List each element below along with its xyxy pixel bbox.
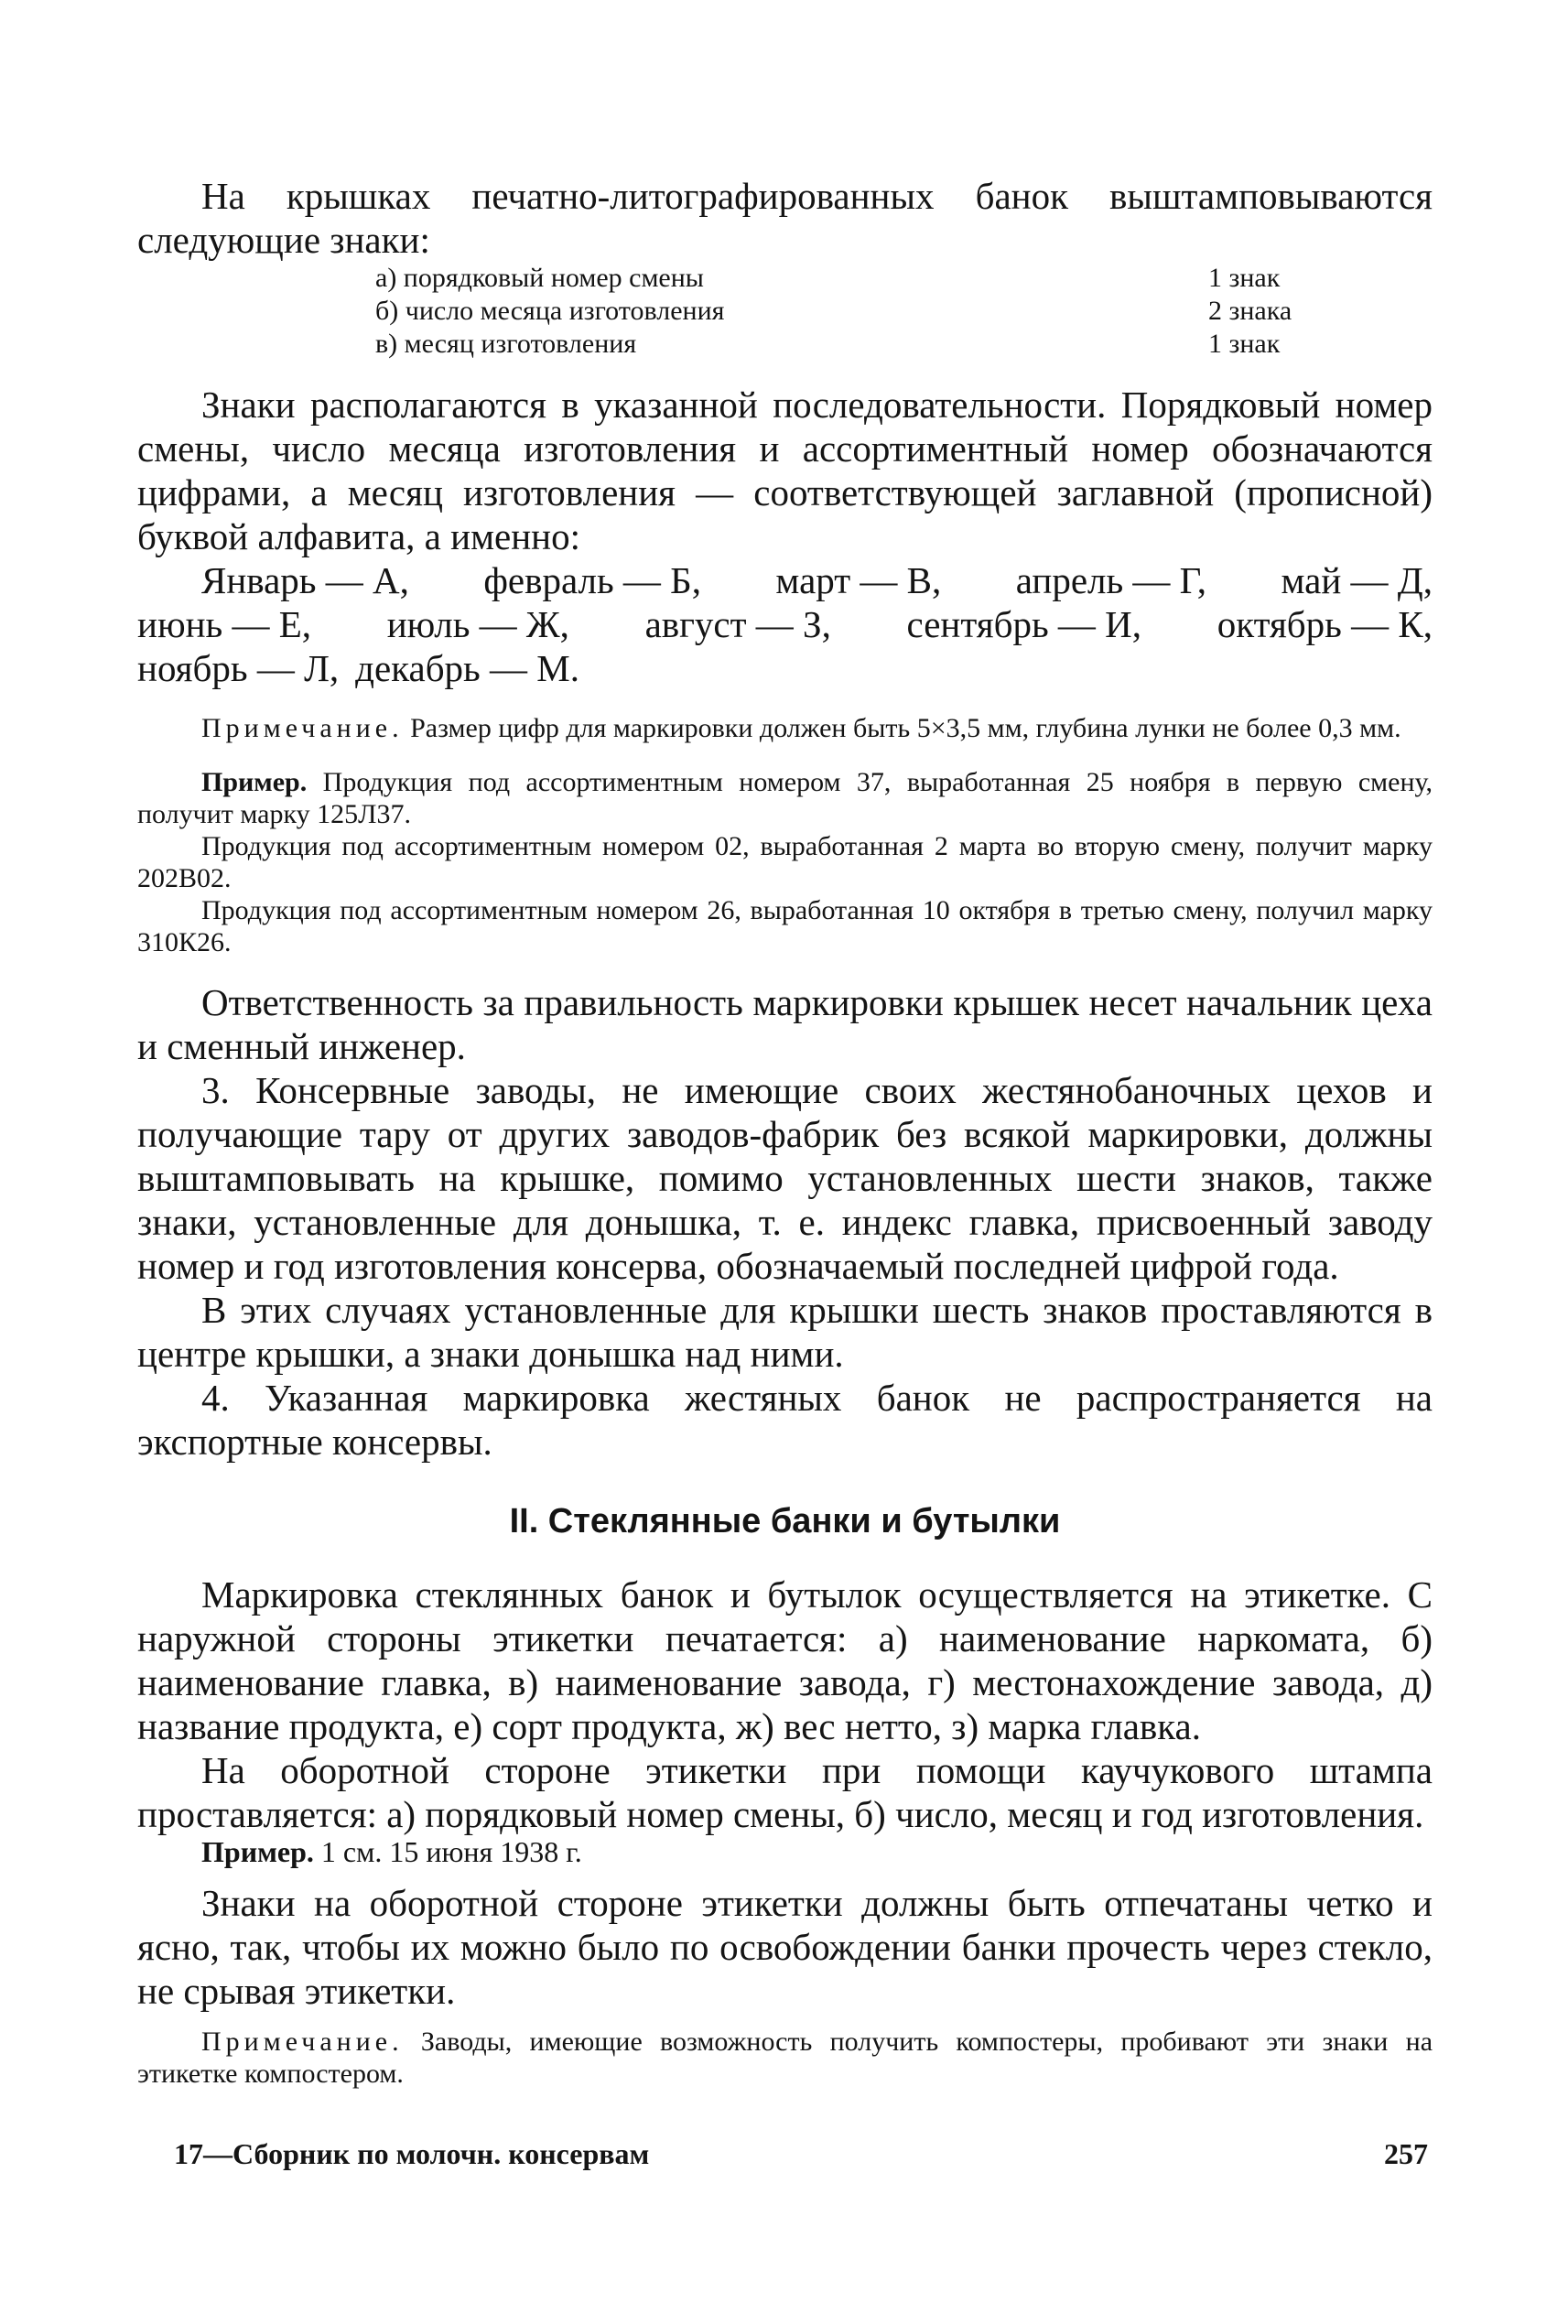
month-item: август — З,	[644, 603, 831, 645]
months-row	[137, 646, 1433, 690]
months-row	[137, 558, 1433, 602]
note-label: Примечание.	[201, 2027, 404, 2057]
month-item: март — В,	[775, 559, 942, 601]
glass-paragraph: Маркировка стеклянных банок и бутылок осуществляется на этикетке. С наружной стороны этикетки печатается: а) наименование наркомата, б) наименование главка, в) наименование завода, г) местонахождение завода, д) название продукта, е) сорт продукта, ж) вес нетто, з) марка главка.	[137, 1573, 1433, 1747]
month-item: сентябрь — И,	[906, 603, 1142, 645]
signature-mark: 17—Сборник по молочн. консервам	[174, 2137, 650, 2170]
responsibility-paragraph: Ответственность за правильность маркировки крышек несет начальник цеха и сменный инженер.	[137, 981, 1433, 1067]
list-item	[375, 262, 1336, 295]
intro-paragraph: На крышках печатно-литографированных банок выштамповываются следующие знаки:	[137, 175, 1433, 261]
note-text: Размер цифр для маркировки должен быть 5×3,5 мм, глубина лунки не более 0,3 мм.	[410, 713, 1401, 743]
example-text: 1 см. 15 июня 1938 г.	[320, 1835, 582, 1868]
example-1	[137, 766, 1433, 830]
list-item-count: 1 знак	[1208, 263, 1281, 293]
list-item-label: в) месяц изготовления	[375, 329, 637, 359]
note-composter	[137, 2026, 1433, 2090]
paragraph-3: 3. Консервные заводы, не имеющие своих жестянобаночных цехов и получающие тару от других заводов-фабрик без всякой маркировки, должны выштамповывать на крышке, помимо установленных шести знаков, также знаки, установленные для донышка, т. е. индекс главка, присвоенный заводу номер и год изготовления консерва, обозначаемый последней цифрой года.	[137, 1069, 1433, 1287]
month-item: июнь — Е,	[137, 603, 312, 645]
order-paragraph: Знаки располагаются в указанной последовательности. Порядковый номер смены, число месяца изготовления и ассортиментный номер обозначаются цифрами, а месяц изготовления — соответствующей заглавной (прописной) буквой алфавита, а именно:	[137, 384, 1433, 557]
page-number: 257	[1384, 2137, 1428, 2170]
month-item: июль — Ж,	[386, 603, 569, 645]
example-3: Продукция под ассортиментным номером 26, выработанная 10 октября в третью смену, получил марку 310К26.	[137, 895, 1433, 957]
months-row	[137, 602, 1433, 646]
month-item: май — Д,	[1281, 559, 1433, 601]
paragraph-4: 4. Указанная маркировка жестяных банок не распространяется на экспортные консервы.	[137, 1377, 1433, 1463]
list-item	[375, 295, 1336, 328]
example-2: Продукция под ассортиментным номером 02, выработанная 2 марта во вторую смену, получит марку 202В02.	[137, 831, 1433, 893]
note-text: Заводы, имеющие возможность получить компостеры, пробивают эти знаки на этикетке компостером.	[137, 2027, 1433, 2089]
months-list	[137, 558, 1433, 690]
example-date	[137, 1836, 1433, 1868]
list-item-label: б) число месяца изготовления	[375, 296, 725, 326]
page-footer	[174, 2137, 1428, 2171]
reverse-paragraph: На оборотной стороне этикетки при помощи каучукового штампа проставляется: а) порядковый номер смены, б) число, месяц и год изготовления.	[137, 1749, 1433, 1835]
month-item: апрель — Г,	[1015, 559, 1207, 601]
month-item: Январь — А,	[201, 559, 409, 601]
month-item: декабрь — М.	[355, 647, 579, 689]
list-item-count: 1 знак	[1208, 329, 1281, 359]
note-size	[137, 712, 1433, 744]
month-item: февраль — Б,	[483, 559, 701, 601]
example-label: Пример.	[201, 1835, 314, 1868]
list-item	[375, 328, 1336, 361]
list-item-count: 2 знака	[1208, 296, 1292, 326]
page-body	[137, 174, 1433, 2090]
note-label: Примечание.	[201, 713, 404, 743]
month-item: октябрь — К,	[1217, 603, 1433, 645]
marks-list	[375, 262, 1336, 361]
list-item-label: а) порядковый номер смены	[375, 263, 704, 293]
clear-paragraph: Знаки на оборотной стороне этикетки должны быть отпечатаны четко и ясно, так, чтобы их можно было по освобождении банки прочесть через стекло, не срывая этикетки.	[137, 1882, 1433, 2012]
cases-paragraph: В этих случаях установленные для крышки шесть знаков проставляются в центре крышки, а знаки донышка над ними.	[137, 1289, 1433, 1375]
month-item: ноябрь — Л,	[137, 647, 340, 689]
section-heading: II. Стеклянные банки и бутылки	[509, 1502, 1061, 1540]
example-text: Продукция под ассортиментным номером 37, выработанная 25 ноября в первую смену, получит марку 125Л37.	[137, 767, 1433, 829]
example-label: Пример.	[201, 767, 308, 797]
